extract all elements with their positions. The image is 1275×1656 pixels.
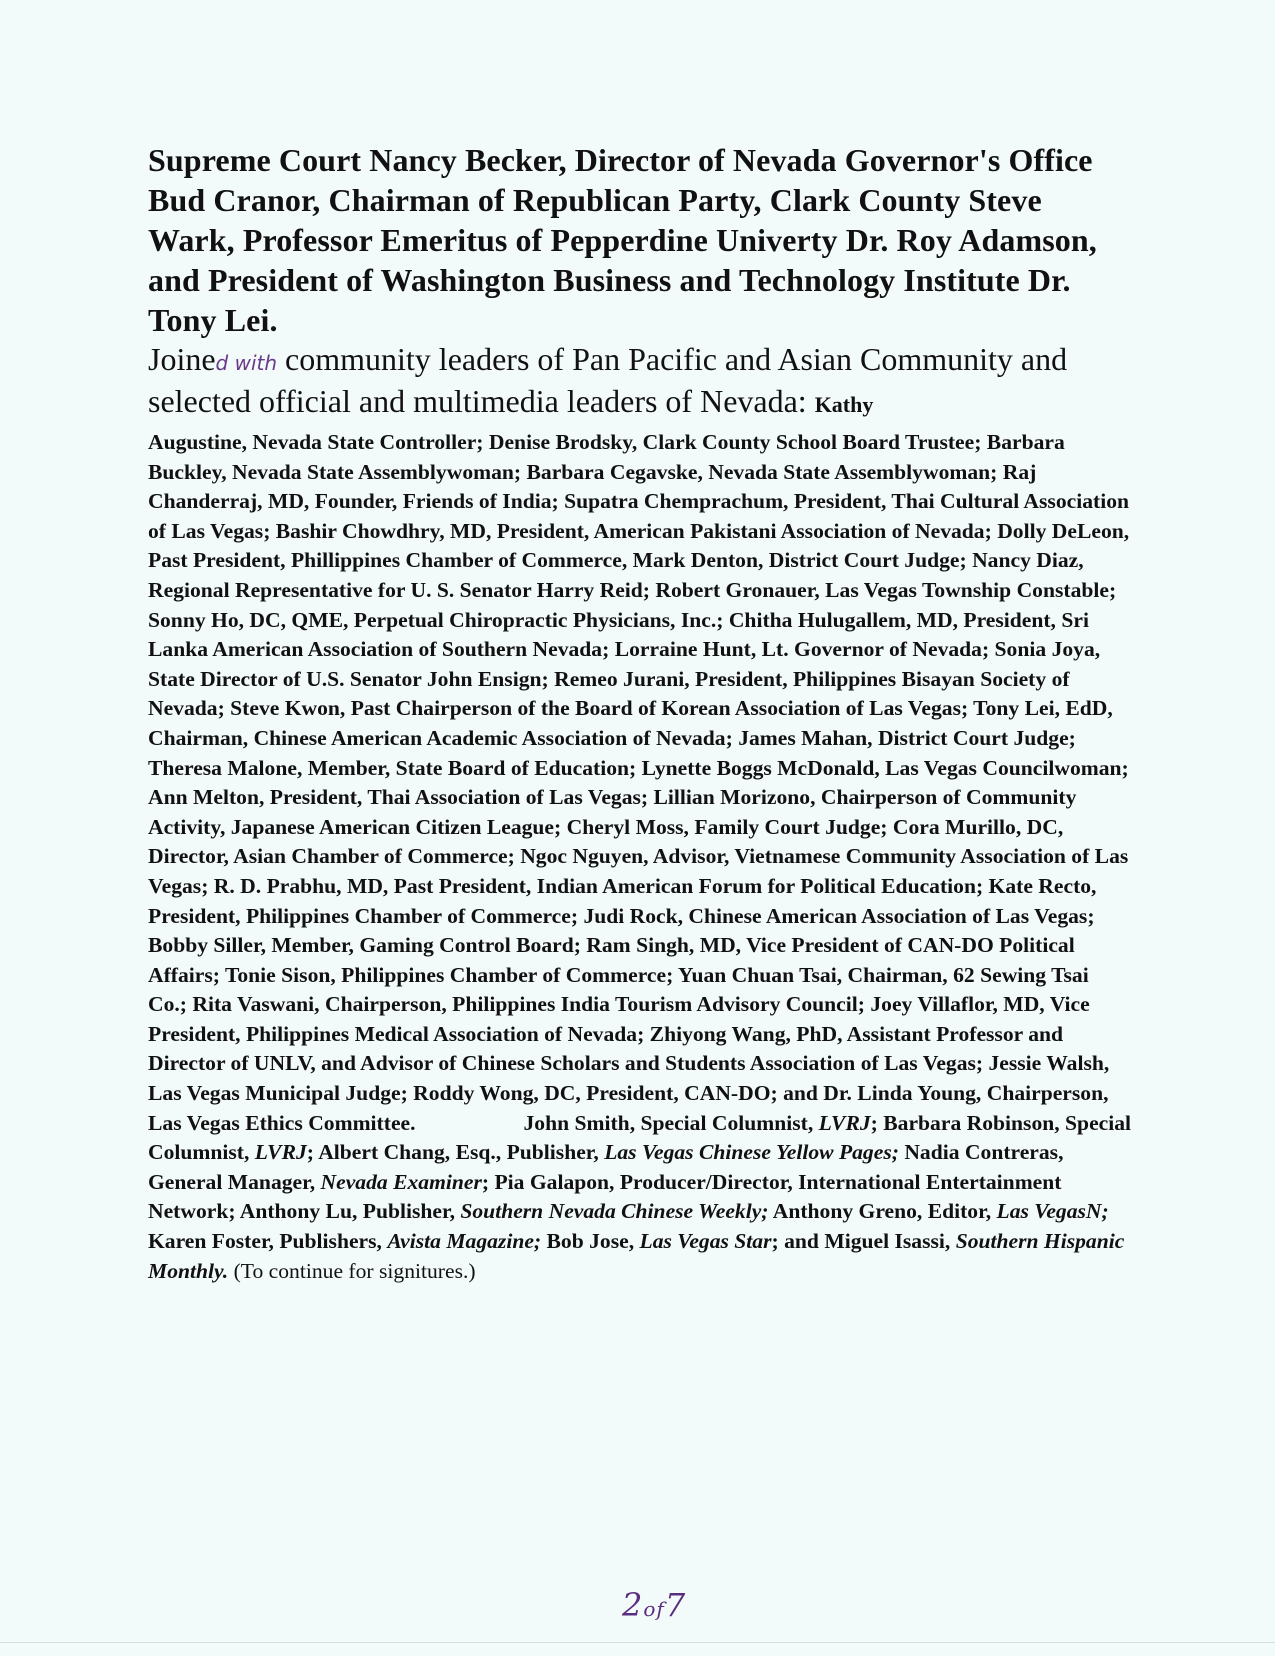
page-mark-total: 7 (664, 1586, 687, 1624)
media-publication: Avista Magazine; (387, 1229, 542, 1254)
media-entry-text: John Smith, Special Columnist, (523, 1110, 819, 1135)
joined-text-start: Joine (148, 341, 216, 377)
roster-officials: Augustine, Nevada State Controller; Denise Brodsky, Clark County School Board Trustee; Barbara Buckley, Nevada State Assemblywoman; Barbara Cegavske, Nevada State Assemblywoman; Raj Chanderraj, MD, Founder, Friends of India; Supatra Chemprachum, President, Thai Cultural Association of Las Vegas; Bashir Chowdhry, MD, President, American Pakistani Association of Nevada; Dolly DeLeon, Past President, Phillippines Chamber of Commerce, Mark Denton, District Court Judge; Nancy Diaz, Regional Representative for U. S. Senator Harry Reid; Robert Gronauer, Las Vegas Township Constable; Sonny Ho, DC, QME, Perpetual Chiropractic Physicians, Inc.; Chitha Hulugallem, MD, President, Sri Lanka American Association of Southern Nevada; Lorraine Hunt, Lt. Governor of Nevada; Sonia Joya, State Director of U.S. Senator John Ensign; Remeo Jurani, President, Philippines Bisayan Society of Nevada; Steve Kwon, Past Chairperson of the Board of Korean Association of Las Vegas; Tony Lei, EdD, Chairman, Chinese American Academic Association of Nevada; James Mahan, District Court Judge; Theresa Malone, Member, State Board of Education; Lynette Boggs McDonald, Las Vegas Councilwoman; Ann Melton, President, Thai Association of Las Vegas; Lillian Morizono, Chairperson of Community Activity, Japanese American Citizen League; Cheryl Moss, Family Court Judge; Cora Murillo, DC, Director, Asian Chamber of Commerce; Ngoc Nguyen, Advisor, Vietnamese Community Association of Las Vegas; R. D. Prabhu, MD, Past President, Indian American Forum for Political Education; Kate Recto, President, Philippines Chamber of Commerce; Judi Rock, Chinese American Association of Las Vegas; Bobby Siller, Member, Gaming Control Board; Ram Singh, MD, Vice President of CAN-DO Political Affairs; Tonie Sison, Philippines Chamber of Commerce; Yuan Chuan Tsai, Chairman, 62 Sewing Tsai Co.; Rita Vaswani, Chairperson, Philippines India Tourism Advisory Council; Joey Villaflor, MD, Vice President, Philippines Medical Association of Nevada; Zhiyong Wang, PhD, Assistant Professor and Director of UNLV, and Advisor of Chinese Scholars and Students Association of Las Vegas; Jessie Walsh, Las Vegas Municipal Judge; Roddy Wong, DC, President, CAN-DO; and Dr. Linda Young, Chairperson, Las Vegas Ethics Committee. (148, 430, 1130, 1135)
media-separator: ; (771, 1229, 785, 1254)
media-entry-text: and Miguel Isassi, (784, 1229, 956, 1254)
media-publication: Nevada Examiner (320, 1169, 482, 1194)
media-publication: Las Vegas Chinese Yellow Pages; (604, 1140, 899, 1165)
handwritten-page-number (622, 1586, 686, 1624)
roster-gap (416, 1111, 524, 1135)
joined-text-rest: community leaders of Pan Pacific and Asian Community and selected official and multimedia leaders of Nevada: (148, 341, 1068, 419)
media-separator: ; (870, 1110, 884, 1135)
media-entry-text: Nadia Contreras, General Manager, (148, 1140, 1064, 1194)
page-mark-number: 2 (622, 1586, 644, 1624)
media-list (148, 1111, 1131, 1283)
media-entry-text: Anthony Greno, Editor, (772, 1199, 997, 1224)
media-entry-text: Barbara Robinson, Special Columnist, (148, 1110, 1132, 1165)
closing-note: (To continue for signitures.) (233, 1258, 476, 1283)
media-publication: Las Vegas Star (639, 1229, 772, 1254)
media-publication: LVRJ (818, 1110, 871, 1135)
document-body (148, 140, 1133, 1286)
bottom-edge-line (0, 1642, 1275, 1643)
media-entry-text: Bob Jose, (546, 1229, 640, 1254)
media-entry-text: Pia Galapon, Producer/Director, International Entertainment Network; Anthony Lu, Publisher, (148, 1169, 1062, 1224)
media-separator: ; (306, 1140, 319, 1165)
media-publication: Las VegasN; (996, 1199, 1109, 1224)
media-separator: ; (481, 1169, 495, 1194)
page-mark-of: of (643, 1597, 665, 1621)
joined-first-name: Kathy (814, 392, 874, 417)
joined-paragraph (148, 340, 1133, 424)
intro-paragraph: Supreme Court Nancy Becker, Director of Nevada Governor's Office Bud Cranor, Chairman of Republican Party, Clark County Steve Wark, Professor Emeritus of Pepperdine Univerty Dr. Roy Adamson, and President of Washington Business and Technology Institute Dr. Tony Lei. (148, 142, 1097, 338)
media-publication: Southern Hispanic Monthly. (148, 1229, 1125, 1283)
media-entry-text: Albert Chang, Esq., Publisher, (318, 1140, 605, 1165)
handwritten-insertion: d with (215, 351, 278, 375)
leaders-roster (148, 428, 1133, 1286)
media-publication: LVRJ (254, 1140, 307, 1165)
media-publication: Southern Nevada Chinese Weekly; (460, 1199, 769, 1224)
media-entry-text: Karen Foster, Publishers, (148, 1229, 388, 1254)
